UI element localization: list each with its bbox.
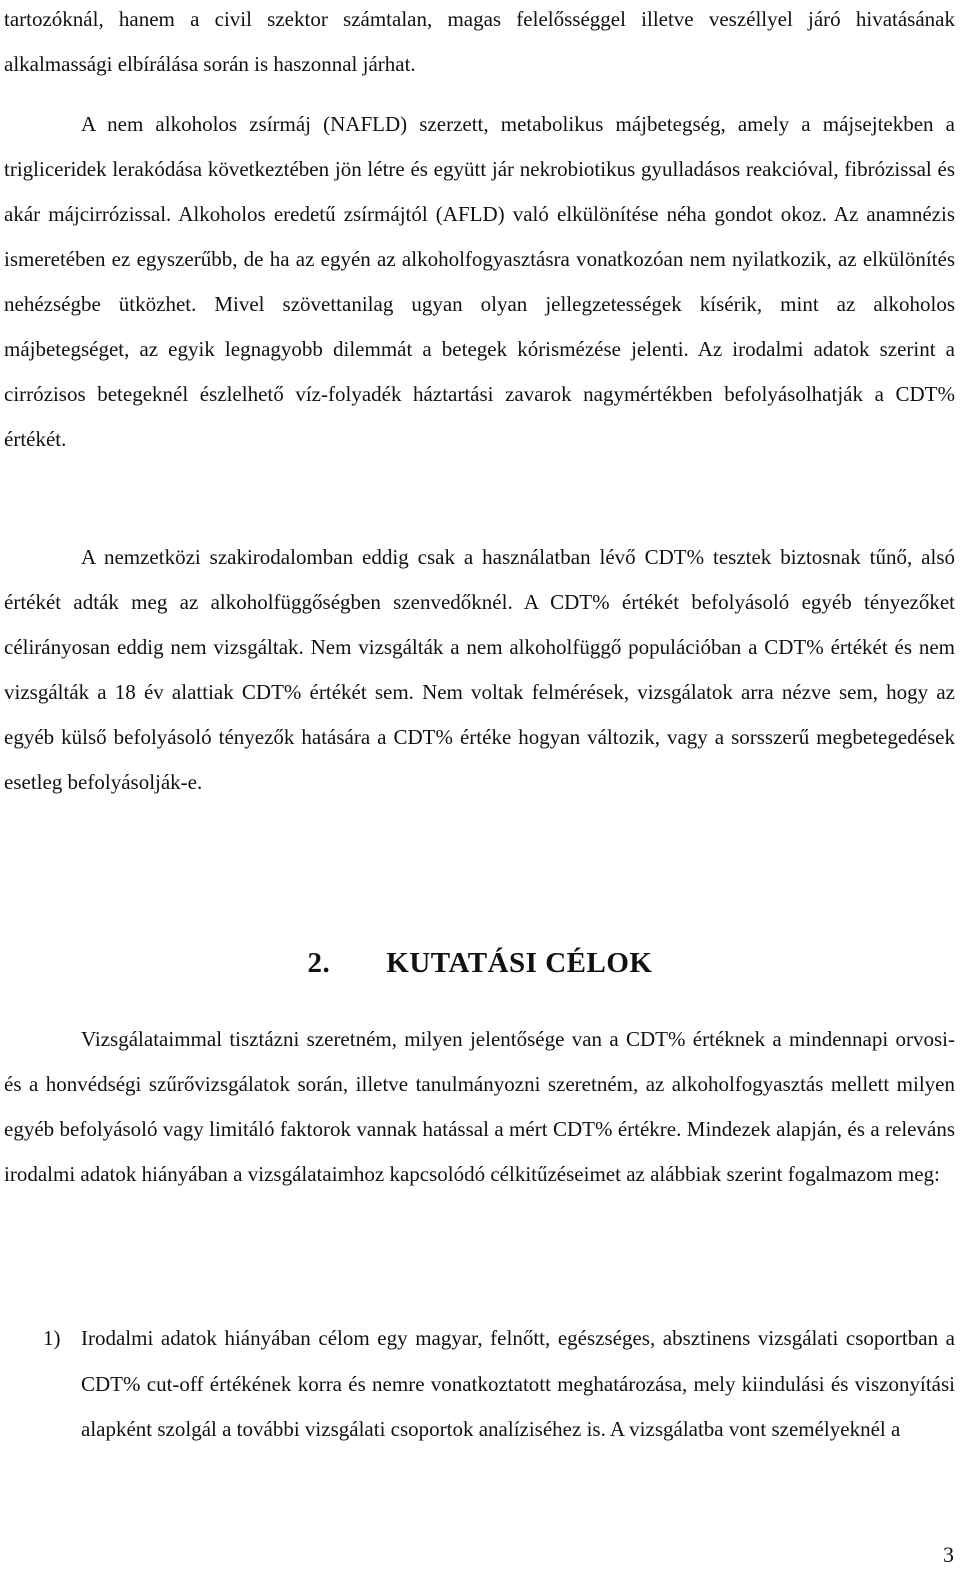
list-marker: 1) [43,1326,61,1350]
list-item-text: Irodalmi adatok hiányában célom egy magyar, felnőtt, egészséges, absztinens vizsgálati csoportban a CDT% cut-off értékének korra és nemre vonatkoztatott meghatározása, mely kiindulási és viszonyítási alapként szolgál a további vizsgálati csoportok analíziséhez is. A vizsgálatba vont személyeknél a [81,1326,955,1441]
section-heading [0,947,960,980]
paragraph-literature: A nemzetközi szakirodalomban eddig csak a használatban lévő CDT% tesztek biztosnak tűnő, alsó értékét adták meg az alkoholfüggőségben szenvedőknél. A CDT% értékét befolyásoló egyéb tényezőket célirányosan eddig nem vizsgáltak. Nem vizsgálták a nem alkoholfüggő populációban a CDT% értékét és nem vizsgálták a 18 év alattiak CDT% értékét sem. Nem voltak felmérések, vizsgálatok arra nézve sem, hogy az egyéb külső befolyásoló tényezők hatására a CDT% értéke hogyan változik, vagy a sorsszerű megbetegedések esetleg befolyásolják-e. [4,545,955,794]
page-number: 3 [943,1542,954,1567]
paragraph-nafld: A nem alkoholos zsírmáj (NAFLD) szerzett, metabolikus májbetegség, amely a májsejtekben a trigliceridek lerakódása következtében jön létre és együtt jár nekrobiotikus gyulladásos reakcióval, fibrózissal és akár májcirrózissal. Alkoholos eredetű zsírmájtól (AFLD) való elkülönítése néha gondot okoz. Az anamnézis ismeretében ez egyszerűbb, de ha az egyén az alkoholfogyasztásra vonatkozóan nem nyilatkozik, az elkülönítés nehézségbe ütközhet. Mivel szövettanilag ugyan olyan jellegzetességek kísérik, mint az alkoholos májbetegséget, az egyik legnagyobb dilemmát a betegek kórismézése jelenti. Az irodalmi adatok szerint a cirrózisos betegeknél észlelhető víz-folyadék háztartási zavarok nagymértékben befolyásolhatják a CDT% értékét. [4,112,955,451]
list-item [4,1316,955,1453]
paragraph-intro-continuation: tartozóknál, hanem a civil szektor számtalan, magas felelősséggel illetve veszéllyel járó hivatásának alkalmassági elbírálása során is haszonnal járhat. [4,7,955,76]
paragraph-research-aims: Vizsgálataimmal tisztázni szeretném, milyen jelentősége van a CDT% értéknek a mindennapi orvosi- és a honvédségi szűrővizsgálatok során, illetve tanulmányozni szeretném, az alkoholfogyasztás mellett milyen egyéb befolyásoló vagy limitáló faktorok vannak hatással a mért CDT% értékre. Mindezek alapján, és a releváns irodalmi adatok hiányában a vizsgálataimhoz kapcsolódó célkitűzéseimet az alábbiak szerint fogalmazom meg: [4,1027,955,1186]
section-title: KUTATÁSI CÉLOK [386,947,653,979]
section-number: 2. [307,947,331,979]
